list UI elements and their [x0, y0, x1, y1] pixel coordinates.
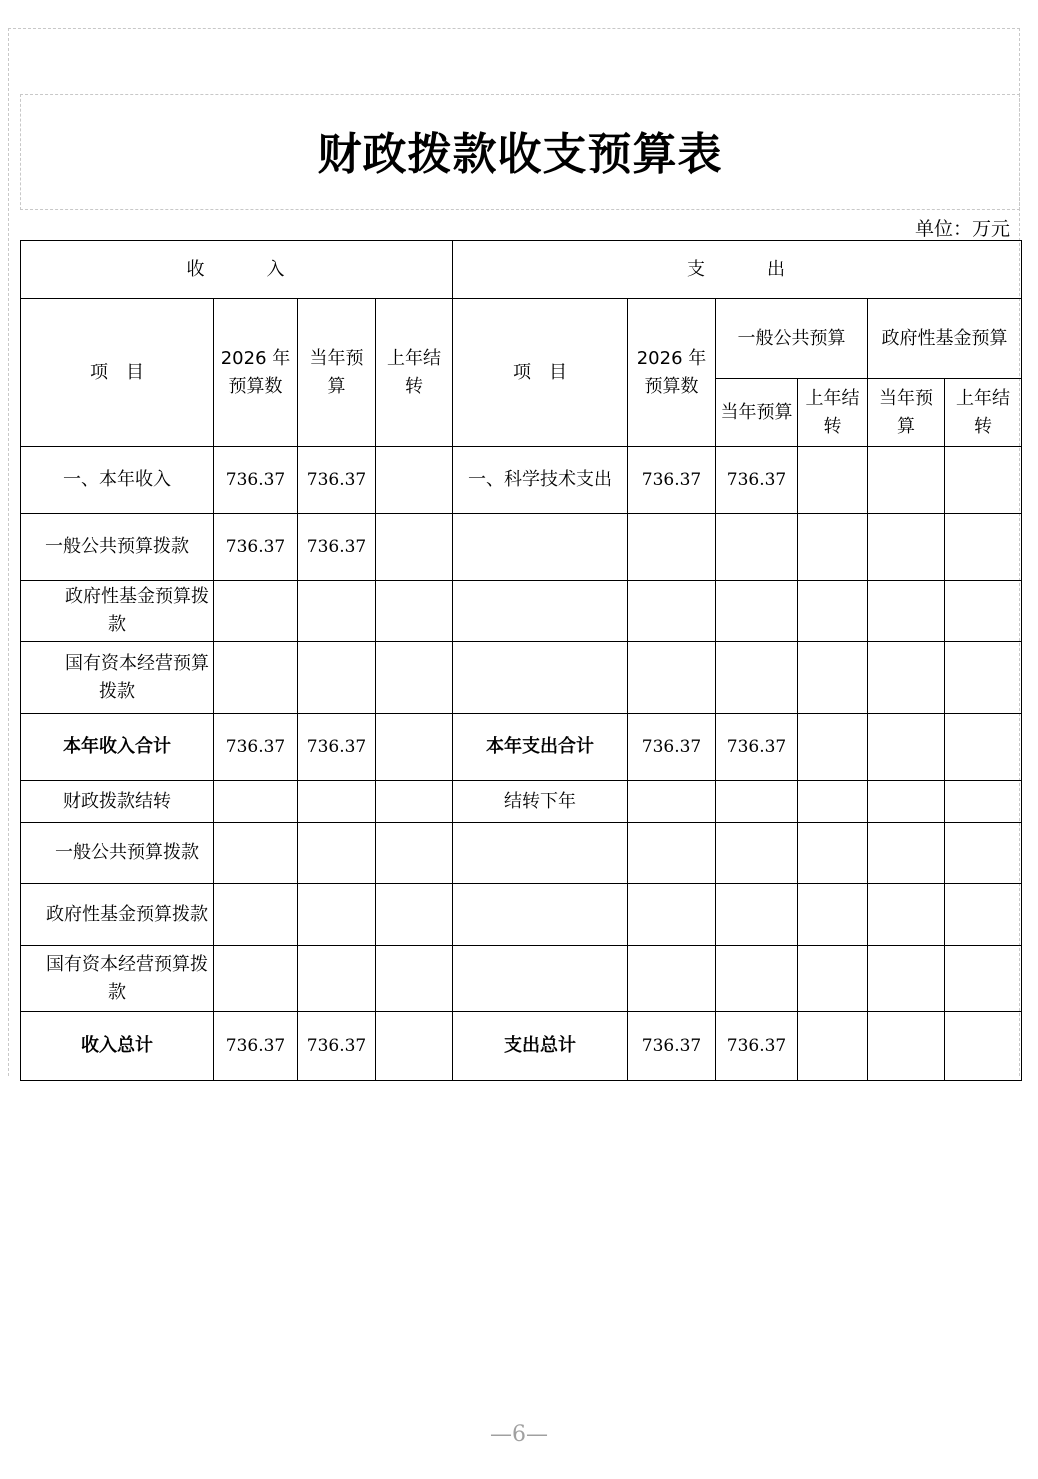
gf-carryover-cell	[945, 823, 1022, 884]
income-item-cell: 政府性基金预算拨款	[21, 581, 214, 642]
expense-item-cell: 结转下年	[453, 781, 628, 823]
expense-budget-2026-cell: 736.37	[628, 447, 716, 514]
gp-carryover-cell	[798, 946, 868, 1012]
gp-current-cell	[716, 946, 798, 1012]
income-current-cell: 736.37	[298, 714, 376, 781]
income-budget-2026-cell: 736.37	[214, 514, 298, 581]
expense-item-cell: 支出总计	[453, 1012, 628, 1081]
expense-budget-2026-cell	[628, 581, 716, 642]
gf-current-cell	[868, 514, 945, 581]
table-row	[21, 884, 1022, 946]
income-item-cell: 一般公共预算拨款	[21, 514, 214, 581]
income-item-cell: 政府性基金预算拨款	[21, 884, 214, 946]
income-current-cell	[298, 581, 376, 642]
income-budget-2026-header: 2026 年预算数	[214, 299, 298, 447]
gp-carryover-cell	[798, 514, 868, 581]
income-budget-2026-cell: 736.37	[214, 714, 298, 781]
gf-carryover-cell	[945, 781, 1022, 823]
gp-current-cell	[716, 823, 798, 884]
expense-budget-2026-cell	[628, 642, 716, 714]
gf-current-cell	[868, 447, 945, 514]
income-budget-2026-cell	[214, 946, 298, 1012]
expense-budget-2026-cell	[628, 884, 716, 946]
gp-carryover-cell	[798, 714, 868, 781]
gp-current-cell: 736.37	[716, 1012, 798, 1081]
gp-carryover-cell	[798, 1012, 868, 1081]
gf-carryover-cell	[945, 884, 1022, 946]
table-row	[21, 823, 1022, 884]
gp-carryover-cell	[798, 447, 868, 514]
gf-carryover-cell	[945, 714, 1022, 781]
gf-carryover-header: 上年结转	[945, 379, 1022, 447]
income-item-cell: 一、本年收入	[21, 447, 214, 514]
expense-budget-2026-cell: 736.37	[628, 714, 716, 781]
expense-item-cell	[453, 884, 628, 946]
income-item-cell: 国有资本经营预算拨款	[21, 946, 214, 1012]
budget-table	[20, 240, 1022, 1081]
income-header: 收 入	[21, 241, 453, 299]
table-body	[21, 447, 1022, 1081]
income-carryover-cell	[376, 946, 453, 1012]
expense-item-cell	[453, 642, 628, 714]
table-row	[21, 946, 1022, 1012]
income-carryover-header: 上年结转	[376, 299, 453, 447]
income-current-cell: 736.37	[298, 447, 376, 514]
gp-current-cell: 736.37	[716, 447, 798, 514]
expense-item-header: 项 目	[453, 299, 628, 447]
expense-item-cell	[453, 581, 628, 642]
gp-carryover-cell	[798, 642, 868, 714]
expense-budget-2026-cell: 736.37	[628, 1012, 716, 1081]
table-row	[21, 1012, 1022, 1081]
income-item-cell: 一般公共预算拨款	[21, 823, 214, 884]
page-number: —6—	[490, 1422, 548, 1447]
income-item-cell: 国有资本经营预算拨款	[21, 642, 214, 714]
income-budget-2026-cell	[214, 884, 298, 946]
expense-budget-2026-cell	[628, 823, 716, 884]
gp-current-cell	[716, 781, 798, 823]
gf-carryover-cell	[945, 1012, 1022, 1081]
income-item-cell: 本年收入合计	[21, 714, 214, 781]
gp-current-cell	[716, 884, 798, 946]
gp-current-cell	[716, 581, 798, 642]
income-carryover-cell	[376, 581, 453, 642]
table-row	[21, 514, 1022, 581]
income-carryover-cell	[376, 447, 453, 514]
page-title: 财政拨款收支预算表	[317, 129, 723, 180]
income-carryover-cell	[376, 714, 453, 781]
gp-current-cell: 736.37	[716, 714, 798, 781]
gov-fund-budget-header: 政府性基金预算	[868, 299, 1022, 379]
income-item-header: 项 目	[21, 299, 214, 447]
expense-budget-2026-cell	[628, 514, 716, 581]
expense-item-cell	[453, 514, 628, 581]
income-budget-2026-cell: 736.37	[214, 1012, 298, 1081]
table-row	[21, 581, 1022, 642]
income-carryover-cell	[376, 781, 453, 823]
gf-current-cell	[868, 823, 945, 884]
gp-current-header: 当年预算	[716, 379, 798, 447]
income-current-cell	[298, 946, 376, 1012]
income-current-cell: 736.37	[298, 514, 376, 581]
table-row	[21, 447, 1022, 514]
gp-carryover-cell	[798, 884, 868, 946]
gp-carryover-cell	[798, 581, 868, 642]
expense-item-cell	[453, 823, 628, 884]
table-row	[21, 781, 1022, 823]
gf-carryover-cell	[945, 946, 1022, 1012]
expense-item-cell: 本年支出合计	[453, 714, 628, 781]
gf-current-cell	[868, 884, 945, 946]
header-row-2	[21, 299, 1022, 379]
income-carryover-cell	[376, 642, 453, 714]
header-row-1	[21, 241, 1022, 299]
expense-item-cell	[453, 946, 628, 1012]
gp-current-cell	[716, 514, 798, 581]
income-current-cell	[298, 781, 376, 823]
gf-carryover-cell	[945, 581, 1022, 642]
gf-carryover-cell	[945, 642, 1022, 714]
expense-item-cell: 一、科学技术支出	[453, 447, 628, 514]
general-public-budget-header: 一般公共预算	[716, 299, 868, 379]
income-budget-2026-cell	[214, 823, 298, 884]
table-row	[21, 642, 1022, 714]
table-row	[21, 714, 1022, 781]
gf-current-cell	[868, 642, 945, 714]
income-current-cell	[298, 642, 376, 714]
unit-label: 单位：万元	[914, 218, 1010, 240]
income-current-cell	[298, 823, 376, 884]
gf-current-cell	[868, 946, 945, 1012]
gf-current-cell	[868, 581, 945, 642]
gp-carryover-header: 上年结转	[798, 379, 868, 447]
income-budget-2026-cell	[214, 642, 298, 714]
income-carryover-cell	[376, 884, 453, 946]
income-carryover-cell	[376, 823, 453, 884]
expense-header: 支 出	[453, 241, 1022, 299]
gf-carryover-cell	[945, 514, 1022, 581]
gf-current-header: 当年预算	[868, 379, 945, 447]
income-current-cell	[298, 884, 376, 946]
gp-carryover-cell	[798, 781, 868, 823]
income-budget-2026-cell	[214, 581, 298, 642]
income-current-header: 当年预算	[298, 299, 376, 447]
gf-current-cell	[868, 1012, 945, 1081]
income-budget-2026-cell	[214, 781, 298, 823]
income-budget-2026-cell: 736.37	[214, 447, 298, 514]
income-carryover-cell	[376, 514, 453, 581]
expense-budget-2026-cell	[628, 781, 716, 823]
expense-budget-2026-cell	[628, 946, 716, 1012]
income-item-cell: 收入总计	[21, 1012, 214, 1081]
gp-current-cell	[716, 642, 798, 714]
gf-current-cell	[868, 781, 945, 823]
income-carryover-cell	[376, 1012, 453, 1081]
gf-carryover-cell	[945, 447, 1022, 514]
income-item-cell: 财政拨款结转	[21, 781, 214, 823]
expense-budget-2026-header: 2026 年预算数	[628, 299, 716, 447]
gf-current-cell	[868, 714, 945, 781]
gp-carryover-cell	[798, 823, 868, 884]
income-current-cell: 736.37	[298, 1012, 376, 1081]
